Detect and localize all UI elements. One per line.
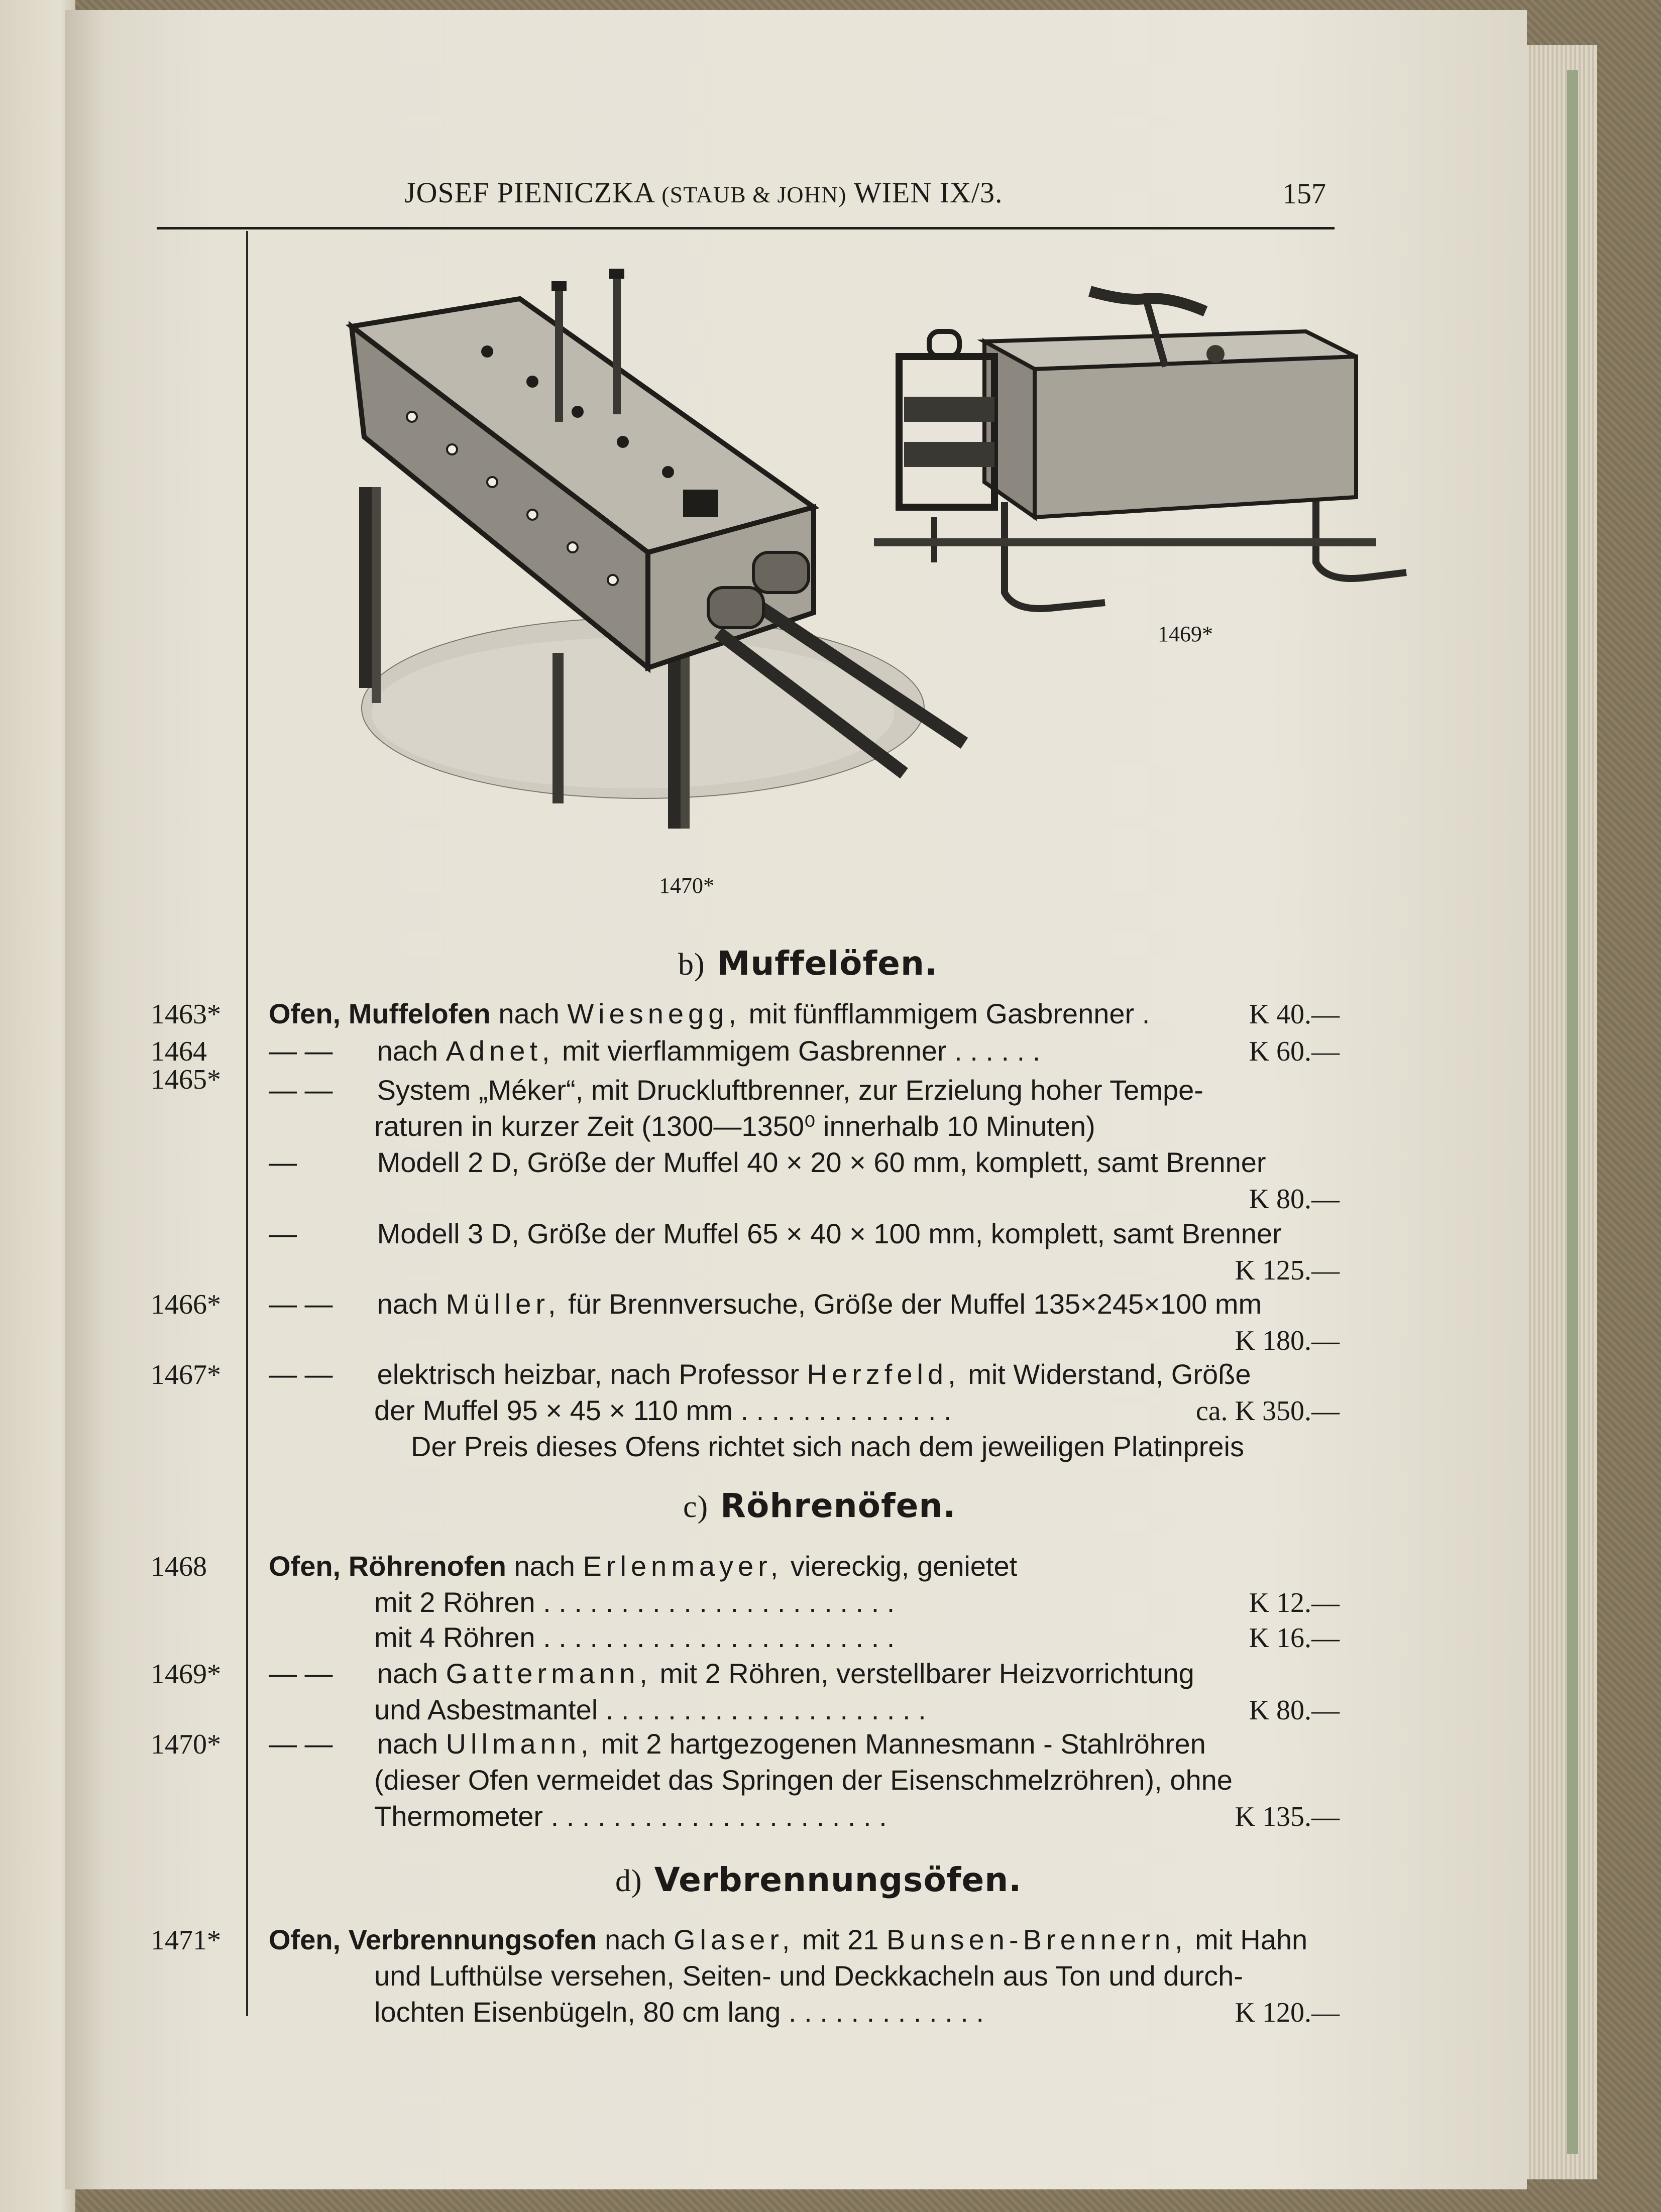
item-number-1470: 1470*	[151, 1729, 221, 1760]
price-modell-2d: K 80.—	[1249, 1184, 1340, 1215]
figure-label-1469: 1469*	[1158, 622, 1213, 646]
entry-1468-4-roehren: mit 4 Röhren . . . . . . . . . . . . . . . . . . . . . . .	[374, 1621, 895, 1653]
entry-1469: — — nach Gattermann, mit 2 Röhren, verstellbarer Heizvorrichtung	[269, 1658, 1194, 1689]
item-number-1464: 1464	[151, 1036, 207, 1067]
section-heading-muffeloefen	[678, 944, 938, 983]
illustration-furnace-1469	[864, 281, 1426, 623]
entry-1467-line2: der Muffel 95 × 45 × 110 mm . . . . . . . . . . . . . .	[374, 1394, 952, 1426]
entry-1465: — — System „Méker“, mit Druckluftbrenner, zur Erzielung hoher Tempe-	[269, 1074, 1203, 1106]
endpaper-edge	[1567, 70, 1578, 2154]
entry-modell-2d: — Modell 2 D, Größe der Muffel 40 × 20 × 60 mm, komplett, samt Brenner	[269, 1146, 1266, 1178]
entry-1470: — — nach Ullmann, mit 2 hartgezogenen Mannesmann - Stahlröhren	[269, 1728, 1206, 1760]
header-rule	[157, 227, 1335, 229]
section-title-b: Muffelöfen.	[717, 944, 938, 983]
column-rule	[246, 231, 248, 2016]
entry-1471-line3: lochten Eisenbügeln, 80 cm lang . . . . . . . . . . . . .	[374, 1996, 984, 2028]
entry-modell-3d: — Modell 3 D, Größe der Muffel 65 × 40 × 100 mm, komplett, samt Brenner	[269, 1218, 1282, 1249]
price-1468-4-roehren: K 16.—	[1249, 1622, 1340, 1654]
figure-label-1470: 1470*	[659, 873, 714, 898]
section-heading-roehrenoefen	[683, 1486, 956, 1525]
price-1467: ca. K 350.—	[1195, 1395, 1340, 1427]
section-title-c: Röhrenöfen.	[720, 1486, 956, 1525]
section-prefix-c: c)	[683, 1490, 709, 1524]
page-number: 157	[1282, 177, 1326, 210]
item-number-1463: 1463*	[151, 999, 221, 1030]
entry-1471-line2: und Lufthülse versehen, Seiten- und Deckkacheln aus Ton und durch-	[374, 1960, 1243, 1992]
entry-1467-note: Der Preis dieses Ofens richtet sich nach dem jeweiligen Platinpreis	[411, 1431, 1244, 1462]
price-1470: K 135.—	[1235, 1801, 1340, 1832]
price-1469: K 80.—	[1249, 1695, 1340, 1726]
entry-1470-line2: (dieser Ofen vermeidet das Springen der Eisenschmelzröhren), ohne	[374, 1764, 1233, 1796]
price-1471: K 120.—	[1235, 1997, 1340, 2028]
header-city: WIEN IX/3.	[853, 176, 1003, 209]
entry-1468: Ofen, Röhrenofen nach Erlenmayer, viereckig, genietet	[269, 1550, 1018, 1582]
section-prefix-d: d)	[615, 1864, 642, 1898]
entry-1470-line3: Thermometer . . . . . . . . . . . . . . . . . . . . . .	[374, 1800, 887, 1832]
item-number-1471: 1471*	[151, 1925, 221, 1956]
price-1468-2-roehren: K 12.—	[1249, 1587, 1340, 1618]
running-header	[404, 176, 1108, 209]
price-1464: K 60.—	[1249, 1036, 1340, 1067]
header-publisher: JOSEF PIENICZKA	[404, 176, 654, 209]
item-number-1467: 1467*	[151, 1359, 221, 1390]
item-number-1468: 1468	[151, 1551, 207, 1582]
entry-1463: Ofen, Muffelofen nach Wiesnegg, mit fünfflammigem Gasbrenner .	[269, 998, 1150, 1029]
entry-1468-2-roehren: mit 2 Röhren . . . . . . . . . . . . . . . . . . . . . . .	[374, 1586, 895, 1618]
section-heading-verbrennungsoefen	[615, 1860, 1022, 1899]
entry-1469-line2: und Asbestmantel . . . . . . . . . . . . . . . . . . . . .	[374, 1694, 926, 1725]
page-edges	[1522, 45, 1597, 2179]
section-title-d: Verbrennungsöfen.	[654, 1860, 1022, 1899]
entry-1466: — — nach Müller, für Brennversuche, Größe der Muffel 135×245×100 mm	[269, 1288, 1262, 1320]
left-page-edge	[0, 0, 75, 2212]
item-number-1465: 1465*	[151, 1064, 221, 1095]
item-number-1469: 1469*	[151, 1659, 221, 1690]
header-paren: (STAUB & JOHN)	[661, 182, 847, 207]
entry-1471: Ofen, Verbrennungsofen nach Glaser, mit 21 Bunsen-Brennern, mit Hahn	[269, 1924, 1308, 1955]
price-1466: K 180.—	[1235, 1325, 1340, 1356]
entry-1465-line2: raturen in kurzer Zeit (1300—1350⁰ innerhalb 10 Minuten)	[374, 1110, 1095, 1142]
price-1463: K 40.—	[1249, 999, 1340, 1030]
item-number-1466: 1466*	[151, 1289, 221, 1320]
section-prefix-b: b)	[678, 948, 705, 982]
entry-1464: — — nach Adnet, mit vierflammigem Gasbrenner . . . . . .	[269, 1035, 1041, 1067]
price-modell-3d: K 125.—	[1235, 1255, 1340, 1286]
entry-1467: — — elektrisch heizbar, nach Professor Herzfeld, mit Widerstand, Größe	[269, 1358, 1251, 1390]
